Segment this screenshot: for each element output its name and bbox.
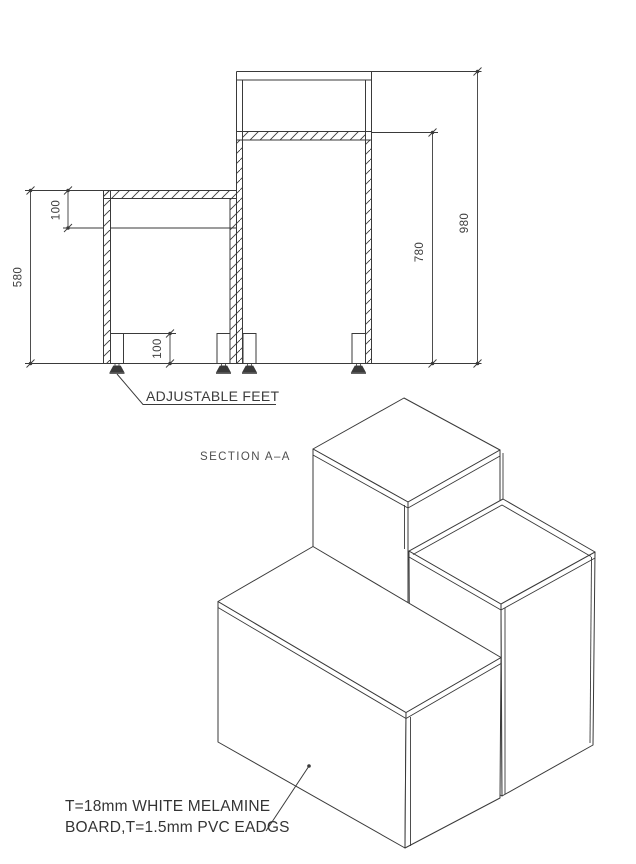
isometric-view — [65, 398, 595, 848]
dim-780 — [429, 129, 437, 368]
dim-100-rail — [64, 187, 72, 233]
material-note — [65, 764, 311, 836]
leader-dot — [307, 764, 311, 768]
dim-text-980: 980 — [459, 212, 471, 234]
section-title: SECTION A–A — [200, 451, 291, 463]
dim-100-plinth — [166, 330, 174, 368]
dim-text-100-rail: 100 — [50, 199, 63, 221]
adjustable-feet-symbols — [110, 364, 367, 374]
foot-icon — [351, 364, 366, 374]
tall-cabinet-right-wall — [366, 140, 372, 364]
low-cabinet-right-wall — [230, 199, 237, 364]
low-cabinet-left-wall — [104, 191, 111, 364]
adjustable-feet-label: ADJUSTABLE FEET — [146, 388, 280, 404]
material-note-line1: T=18mm WHITE MELAMINE — [65, 798, 271, 815]
dim-980 — [474, 68, 482, 368]
tall-cabinet-top-panel — [243, 132, 366, 141]
dim-text-100-plinth: 100 — [152, 338, 164, 359]
foot-icon — [242, 364, 257, 374]
dim-text-780: 780 — [414, 241, 426, 263]
foot-icon — [216, 364, 231, 374]
foot-icon — [110, 364, 125, 374]
material-note-line2: BOARD,T=1.5mm PVC EADGS — [65, 819, 290, 836]
tall-cabinet-left-wall — [237, 140, 243, 364]
low-cabinet-top-panel — [104, 191, 237, 199]
dimensions — [25, 68, 482, 368]
dim-text-580: 580 — [12, 266, 25, 288]
dim-580 — [27, 187, 35, 368]
tall-cabinet-section — [237, 72, 372, 364]
adjustable-feet-callout — [117, 374, 280, 405]
